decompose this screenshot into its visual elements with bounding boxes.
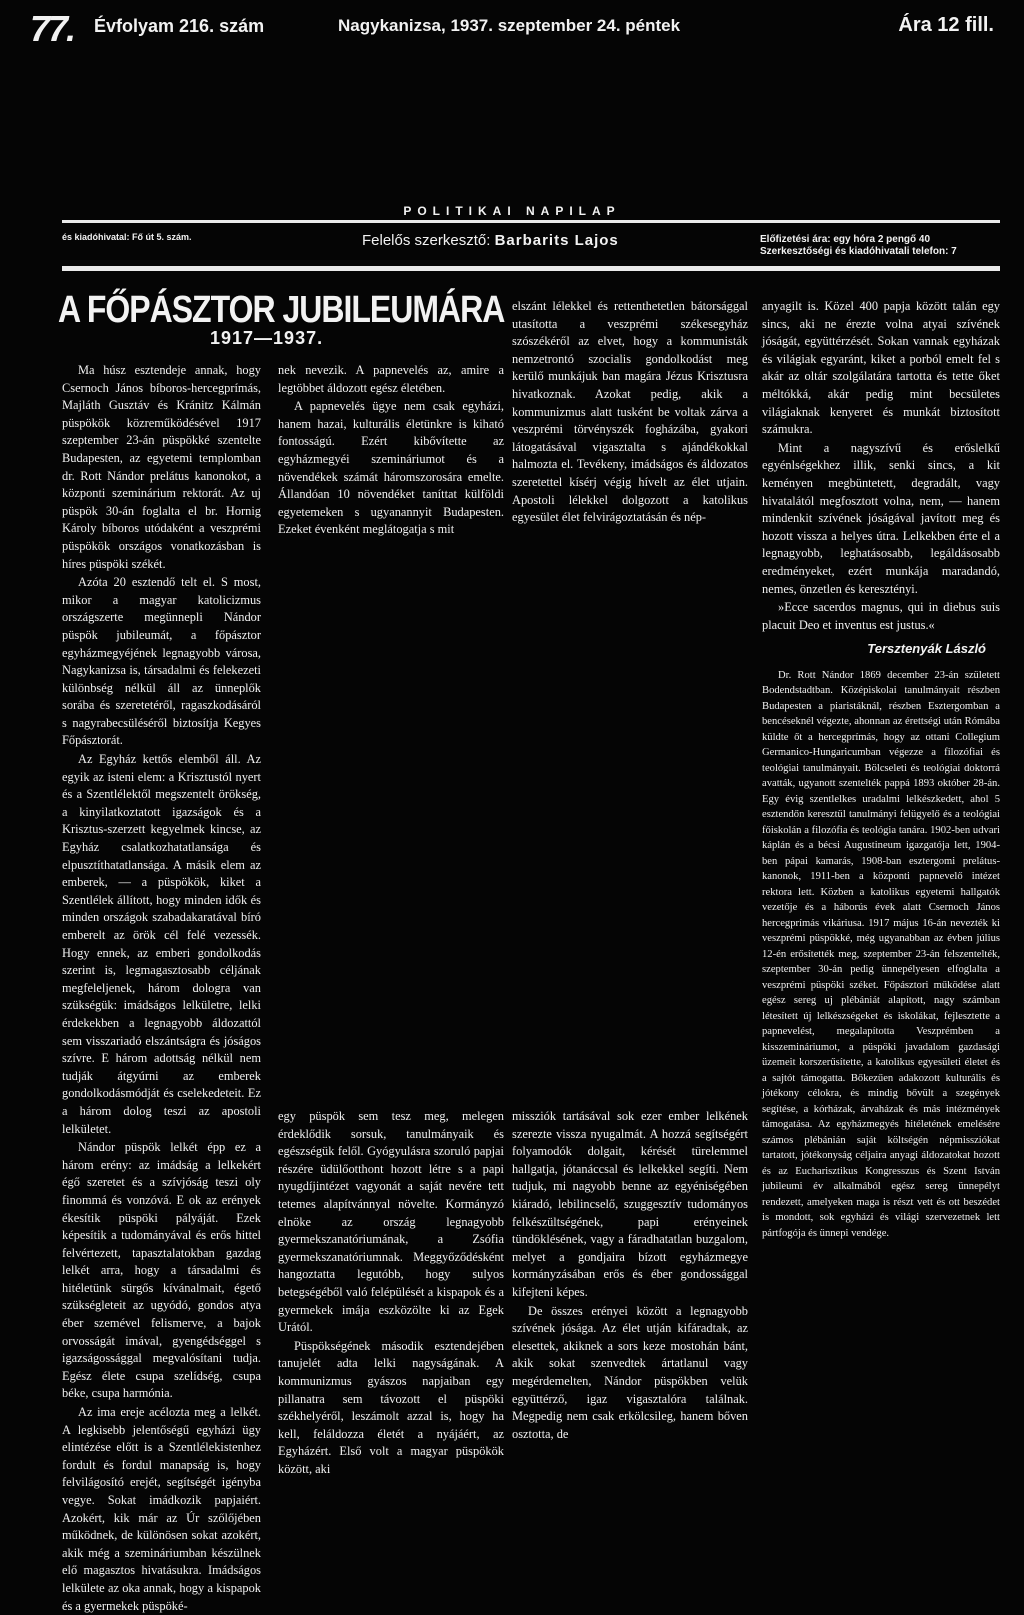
address-line: és kiadóhivatal: Fő út 5. szám. — [62, 232, 192, 242]
editor-name: Barbarits Lajos — [494, 232, 619, 249]
jubilee-years: 1917—1937. — [210, 328, 324, 348]
paragraph: »Ecce sacerdos magnus, qui in diebus suis placuit Deo et inventus est justus.« — [762, 600, 1000, 632]
biography — [762, 668, 1000, 1242]
paragraph: Azóta 20 esztendő telt el. S most, mikor a magyar katolicizmus országszerte megünnepli Nándor püspök jubileumát, a főpásztor egyházmegyéjének legnagyobb városa, Nagykanizsa is, társadalmi és felekezeti különbség nélkül áll az ünneplők sorába és szeretetéről, ragaszkodásáról s nagyrabecsüléséről biztosítja Kegyes Főpásztorát. — [62, 575, 261, 748]
paragraph: egy püspök sem tesz meg, melegen érdeklődik sorsuk, tanulmányaik és egészségük felől. Gyógyulásra szoruló papjai részére üdülőotthont hozott létre s a papi nyugdíjintézet vagyonát a saját nevére tett tetemes alapítvánnyal növelte. Kormányzó elnöke az ország legnagyobb gyermekszanatóriumának, a Zsófia gyermekszanatóriumnak. Meggyőződésként hangoztatta legutóbb, hogy sulyos betegségéből való felépülését a kispapok és a gyermekek imája eszközölte ki az Egek Urától. — [278, 1109, 504, 1335]
top-rule — [62, 220, 1000, 223]
paragraph: elszánt lélekkel és rettenthetetlen bátorsággal utasította a veszprémi székesegyház szószékéről az elvet, hogy a kommunisták nemzetrontó szocialis gondolkodást meg kerülő munkájuk ban magára Jézus Krisztusra hivatkoznak. Azokat pedig, akik a kommunizmus alatt tusként be voltak zárva a veszprémi törvényszék fogházába, gyakori látogatásával vigasztalta s ajándékokkal halmozta el. Tevékeny, imádságos és áldozatos szeretettel kísérj végig hívelt az élet utjain. Apostoli lélekkel dolgozott a katolikus egyesület élet felvirágoztatásán és nép- — [512, 299, 748, 525]
paragraph: Dr. Rott Nándor 1869 december 23-án született Bodendstadtban. Középiskolai tanulmányait részben Budapesten a piaristáknál, részben Esztergomban a bencéseknél végezte, ahonnan az érettségi után Rómába küldte őt a hercegprímás, hogy az ottani Collegium Germanico-Hungaricumban végezze a filozófiai és teológiai tanulmányait. Bölcseleti és teológiai doktorrá avatták, ugyanott szentelték pappá 1893 október 28-án. Egy évig szentlelkes uradalmi lelkészkedett, ahol 5 esztendőn keresztül tanulmányi felügyelő és a teológiai főiskolán a filozófia és teológia tanára. 1902-ben udvari káplán és a bécsi Augustineum igazgatója lett, 1904-ben pápai kamarás, 1908-ban esztergomi prelátus-kanonok, 1911-ben a központi papnevelő intézet rektora lett. Közben a katolikus egyetemi hallgatók vezetője és a háborús évek alatt Csernoch János hercegprímás vikáriusa. 1917 május 16-án nevezték ki veszprémi püspökké, még ugyanabban az évben július 12-én erősítették meg, szeptember 23-án felszentelték, szeptember 30-án pedig ünnepélyesen elfoglalta a veszprémi püspöki széket. Főpásztori működése alatt egész sereg uj plébániát alapított, nagy számban létesített új lelkészségeket és iskolákat, fejlesztette a papnevelést, megalapította Veszprémben a kisszemináriumot, a püspöki javadalom gazdasági üzemeit korszerűsítette, a katolikus egyesületi életet és a sajtót támogatta. Bőkezűen adakozott kulturális és jótékony célokra, és mindig bővült a szegények segítése, a kórházak, árvaházak és más intézmények támogatása. Az egyházmegyés hitéletének emelésére számos plébánián saját költségén népmissziókat tartatott, jótékonyság céljaira anyagi áldozatokat hozott és az Eucharisztikus Kongresszus és Szent István jubileumi év alkalmából egész sereg ünnepélyt rendezett, amelyeken maga is részt vett és ott beszédet is mondott, sok egyházi és világi szervezetnek lett pártfogója és ünnepi vendége. — [762, 669, 1000, 1239]
masthead — [30, 8, 994, 49]
article-column-1 — [62, 362, 261, 1613]
article-column-2-top — [278, 362, 504, 552]
paragraph: Mint a nagyszívű és erőslelkű egyénlségekhez illik, senki sincs, a kit keményen megbüntetett, degradált, vagy hivatalától megfosztott volna, nem, — hanem mindenkit szívének jóságával javított meg és hozott vissza a helyes útra. Lelkekben érte el a legnagyobb, leghatásosabb, legáldásosabb eredményeket, ezért munkája maradandó, nemes, önzetlen és keresztényi. — [762, 440, 1000, 596]
article-column-4 — [762, 298, 1000, 1528]
issue-number: Évfolyam 216. szám — [94, 16, 265, 36]
volume-number: 77. — [30, 8, 75, 49]
paragraph: Nándor püspök lelkét épp ez a három erény: az imádság a lelkekért égő szeretet és a szívjóság teszi oly finommá és vonzóvá. E ok az erények ékesítik püspöki pályáját. Ezek képesítik a tudományával és erős hittel felvértezett, tapasztalatokban gazdag lelkét arra, hogy a társadalmi és hitéletünk sürgős kívánalmait, égető szükségleteit az ugyódó, gondos atya éber szemével felismerve, a bajok orvosságát imával, gyengédséggel s igazságossággal megvalósítani tudja. Egész élete csupa szelídség, csupa béke, csupa harmónia. — [62, 1140, 261, 1401]
paragraph: anyagilt is. Közel 400 papja között talán egy sincs, aki ne érezte volna atyai szívének jóságát, együttérzését. Sokan vannak egyházak és világiak egyaránt, kiket a porból emelt fel s akár az oltár szolgálatára tartotta és tette őket méltókká, akár pedig mint becsületes világiaknak kenyeret és munkát biztosított számukra. — [762, 299, 1000, 437]
phone-info: Szerkesztőségi és kiadóhivatali telefon: 7 — [760, 246, 957, 257]
article-column-3-top — [512, 298, 748, 558]
section-title: POLITIKAI NAPILAP — [403, 204, 621, 218]
paragraph: Az ima ereje acélozta meg a lelkét. A legkisebb jelentőségű egyházi ügy elintézése előtt is a Szentlélekistenhez fordult és fordul manapság is, hogy felvilágosító erejét, segítségét igényba vegye. Sokat imádkozik papjaiért. Azokért, kik már az Úr szőlőjében működnek, de különösen sokat azokért, akik még a szemináriumban készülnek elő magasztos hivatásukra. Imádságos lelkülete az oka annak, hogy a kispapok és a gyermekek püspöké- — [62, 1405, 261, 1613]
header-rule — [62, 266, 1000, 271]
subscription-price: Előfizetési ára: egy hóra 2 pengő 40 — [760, 234, 931, 245]
headline: A FŐPÁSZTOR JUBILEUMÁRA — [58, 288, 505, 331]
editor-label: Felelős szerkesztő: — [362, 232, 491, 249]
author-signature: Tersztenyák László — [867, 641, 986, 657]
article-column-3-bottom — [512, 1108, 748, 1530]
price: Ára 12 fill. — [898, 14, 994, 36]
subscription-info — [760, 234, 1000, 258]
paragraph: Püspökségének második esztendejében tanujelét adta lelki nagyságának. A kommunizmus gyászos napjaiban egy pillanatra sem távozott el püspöki székhelyéről, leszámolt azzal is, hogy ha kell, feláldozza életét a nyájáért, az Egyházért. Első volt a magyar püspökök között, aki — [278, 1338, 504, 1476]
place-date: Nagykanizsa, 1937. szeptember 24. péntek — [338, 16, 681, 35]
paragraph: missziók tartásával sok ezer ember lelkének szerezte vissza nyugalmát. A hozzá segítségért folyamodók dolgait, kérését türelemmel hallgatja, jótanáccsal és lelkekkel segíti. Nem tudjuk, mi nagyobb benne az egyéniségében kiáradó, lebilincselő, szuggesztív tudományos felkészültségének, papi erényeinek tündöklésének, vagy a fáradhatatlan buzgalom, melyet a gondjaira bízott egyházmegye kormányzásában erős és éber gondossággal kifejteni képes. — [512, 1109, 748, 1299]
editor-line — [362, 232, 722, 249]
paragraph: Az Egyház kettős elemből áll. Az egyik az isteni elem: a Krisztustól nyert és a Szentlélektől megszentelt örökség, a kinyilatkoztatott igazságok és a Krisztus-szerzett kegyelmek kincse, az Egyház csalatkozhatatlansága és elpusztíthatatlansága. A másik elem az emberek, — a püspökök, kiket a Szentlélek állított, hogy minden idők és minden országok szabadakaratával bíró emberelt az örök cél felé vezessék. Hogy ennek, az emberi gondolkodás szerint is, legmagasztosabb céljának megfeleljenek, három dologra van szükségük: imádságos lelkületre, lelki érdekekben a legnagyobb áldozattól sem visszariadó elszántságra és jóságos szívre. E három adottság nélkül nem tudják átgyúrni az emberek gondolkodásmódját és cselekedeteit. Ez a három dolog teszi az apostoli lelkületet. — [62, 752, 261, 1136]
paragraph: De összes erényei között a legnagyobb szívének jósága. Az élet utján kifáradtak, az elesettek, akiknek a sors keze mostohán bánt, akik sokat szenvedtek ártatlanul vagy megérdemelten, Nándor püspökben velük együttérző, igaz vigasztalóra találnak. Megpedig nem csak erkölcsileg, hanem bőven osztotta, de — [512, 1303, 748, 1441]
paragraph: A papnevelés ügye nem csak egyházi, hanem hazai, kulturális életünkre is kiható fontosságú. Ezért kibővítette az egyházmegyéi szemináriumot és a növendékek számát háromszorosára emelte. Állandóan 10 növendéket taníttat külföldi egyetemeken s ugyanannyit Budapesten. Ezeket évenként meglátogatja s mit — [278, 399, 504, 537]
paragraph: Ma húsz esztendeje annak, hogy Csernoch János bíboros-hercegprímás, Majláth Gusztáv és Kránitz Kálmán püspökök közreműködésével 1917 szeptember 23-án püspökké szentelte Budapesten, az egyetemi templomban dr. Rott Nándor prelátus kanonokot, a központi szeminárium rektorát. Az uj püspök 30-án foglalta el br. Hornig Károly bíboros utódaként a veszprémi püspökök országos vonatkozásban is híres püspöki székét. — [62, 363, 261, 571]
paragraph: nek nevezik. A papnevelés az, amire a legtöbbet áldozott egész életében. — [278, 363, 504, 395]
article-column-2-bottom — [278, 1108, 504, 1530]
